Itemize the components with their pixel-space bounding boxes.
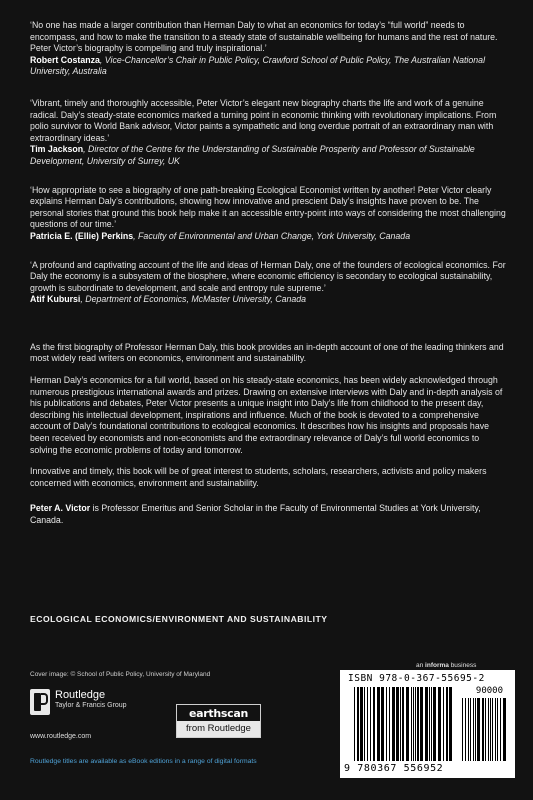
price-code: 90000 — [475, 686, 503, 696]
barcode-number: 9 780367 556952 — [344, 763, 444, 774]
barcode-bar — [488, 698, 489, 761]
barcode-bar — [429, 687, 430, 761]
barcode-bar — [438, 687, 441, 761]
publisher-url[interactable]: www.routledge.com — [30, 733, 92, 740]
barcode-bar — [431, 687, 432, 761]
endorsement-quote — [30, 260, 508, 306]
isbn-label: ISBN 978-0-367-55695-2 — [348, 673, 485, 684]
publisher-name: Routledge — [55, 689, 106, 701]
endorser-name: Robert Costanza — [30, 54, 100, 65]
barcode-bar — [406, 687, 409, 761]
cover-image-credit: Cover image: © School of Public Policy, University of Maryland — [30, 671, 211, 678]
quote-text: ‘No one has made a larger contribution than Herman Daly to what an economics for today’s “full world” needs to encompass, and how to make the transition to a steady state of sustainable wellbeing for humans and the rest of nature. Peter Victor’s biography is compelling and truly inspirational.’ — [30, 20, 498, 54]
barcode-bars — [354, 687, 454, 761]
routledge-logo — [30, 689, 127, 715]
quote-attribution — [30, 294, 508, 306]
barcode-bar — [354, 687, 355, 761]
barcode-bar — [420, 687, 423, 761]
barcode-bar — [381, 687, 384, 761]
back-cover-text — [30, 20, 508, 527]
barcode-bar — [360, 687, 363, 761]
barcode-bar — [425, 687, 428, 761]
endorser-name: Patricia E. (Ellie) Perkins — [30, 230, 134, 241]
barcode-addon-bars — [462, 698, 506, 761]
description-paragraph: As the first biography of Professor Herman Daly, this book provides an in-depth account of one of the leading thinkers and most widely read writers on economics, environment and sustainability. — [30, 341, 504, 364]
author-bio-text: is Professor Emeritus and Senior Scholar in the Faculty of Environmental Studies at York University, Canada. — [30, 503, 481, 525]
barcode-bar — [503, 698, 506, 761]
endorser-role: , Department of Economics, McMaster University, Canada — [80, 294, 307, 305]
ebook-note: Routledge titles are available as eBook editions in a range of digital formats — [30, 758, 257, 765]
author-bio — [30, 503, 508, 526]
endorser-role: , Faculty of Environmental and Urban Change, York University, Canada — [133, 230, 411, 241]
barcode-bar — [482, 698, 484, 761]
barcode-bar — [475, 698, 476, 761]
barcode-bar — [400, 687, 401, 761]
barcode-bar — [364, 687, 365, 761]
barcode-bar — [468, 698, 469, 761]
informa-business-label: an informa business — [416, 662, 477, 669]
barcode-bar — [446, 687, 448, 761]
quote-text: ‘Vibrant, timely and thoroughly accessible, Peter Victor’s elegant new biography charts the life and work of a genuine radical. Daly’s steady-state economics marked a turning point in economic thinking with revolutionary implications. From polio survivor to World Bank advisor, Victor paints a sympathetic and long overdue portrait of an extraordinary man with extraordinary ideas.’ — [30, 97, 497, 143]
earthscan-logo — [176, 704, 261, 738]
routledge-r-icon — [30, 689, 50, 715]
endorser-name: Tim Jackson — [30, 144, 84, 155]
barcode-bar — [485, 698, 486, 761]
barcode-bar — [433, 687, 436, 761]
imprint-tagline: from Routledge — [177, 721, 260, 737]
barcode-bar — [443, 687, 444, 761]
barcode-bar — [377, 687, 380, 761]
barcode-bar — [500, 698, 501, 761]
barcode-bar — [367, 687, 368, 761]
quote-text: ‘A profound and captivating account of the life and ideas of Herman Daly, one of the founders of ecological economics. For Daly the economy is a subsystem of the biosphere, where economic efficiency is secondary to ecological sustainability, growth is subordinate to development, and scale and entropy rule supreme.’ — [30, 259, 506, 293]
barcode-bar — [465, 698, 466, 761]
barcode-bar — [473, 698, 474, 761]
barcode-bar — [389, 687, 390, 761]
imprint-name: earthscan — [188, 707, 249, 720]
description-paragraph: Innovative and timely, this book will be of great interest to students, scholars, researchers, activists and policy makers concerned with economics, environment and sustainability. — [30, 466, 487, 488]
quote-attribution — [30, 231, 508, 243]
barcode-bar — [449, 687, 452, 761]
barcode-bar — [492, 698, 493, 761]
endorser-name: Atif Kubursi — [30, 294, 81, 305]
barcode-bar — [490, 698, 491, 761]
barcode-bar — [402, 687, 404, 761]
quote-text: ‘How appropriate to see a biography of one path-breaking Ecological Economist written by another! Peter Victor clearly explains Herman Daly’s contributions, showing how innovative and prescient Daly’s insights have proven to be. The personal stories that ground this book help make it an accessible entry-point into ways of considering the most challenging questions of our time.’ — [30, 184, 506, 230]
endorsement-quote — [30, 20, 508, 78]
barcode-bar — [462, 698, 463, 761]
author-name: Peter A. Victor — [30, 503, 91, 514]
quote-attribution — [30, 144, 508, 167]
barcode-bar — [477, 698, 480, 761]
barcode-bar — [373, 687, 375, 761]
publisher-group: Taylor & Francis Group — [55, 702, 127, 709]
endorsement-quote — [30, 185, 508, 243]
barcode-bar — [396, 687, 399, 761]
barcode-bar — [415, 687, 416, 761]
barcode-bar — [386, 687, 387, 761]
endorser-role: , Director of the Centre for the Understanding of Sustainable Prosperity and Professor of Sustainable Development, University of Surrey, UK — [30, 144, 475, 166]
barcode-bar — [357, 687, 359, 761]
quote-attribution — [30, 55, 508, 78]
subject-category: ECOLOGICAL ECONOMICS/ENVIRONMENT AND SUSTAINABILITY — [30, 614, 328, 624]
barcode-bar — [370, 687, 371, 761]
barcode-bar — [495, 698, 496, 761]
barcode-bar — [497, 698, 498, 761]
informa-brand: informa — [425, 662, 449, 669]
barcode-bar — [392, 687, 395, 761]
endorsement-quote — [30, 98, 508, 168]
description-paragraph: Herman Daly’s economics for a full world, based on his steady-state economics, has been widely acknowledged through numerous prestigious international awards and prizes. Drawing on extensive interviews with Daly and in-depth analysis of his publications and debates, Peter Victor presents a unique insight into Daly’s life from childhood to the present day, describing his intellectual development, inspirations and influence. Much of the book is devoted to a comprehensive account of Daly’s foundational contributions to ecological economics. It describes how his insights and proposals have been received by economists and non-economists and the extraordinary relevance of Daly’s full world economics to solving the economic problems of today and tomorrow. — [30, 375, 503, 455]
barcode-bar — [411, 687, 412, 761]
barcode-bar — [413, 687, 414, 761]
isbn-barcode — [340, 670, 515, 778]
endorser-role: , Vice-Chancellor’s Chair in Public Policy, Crawford School of Public Policy, The Australian National University, Australia — [30, 54, 486, 77]
barcode-bar — [470, 698, 471, 761]
barcode-bar — [417, 687, 419, 761]
